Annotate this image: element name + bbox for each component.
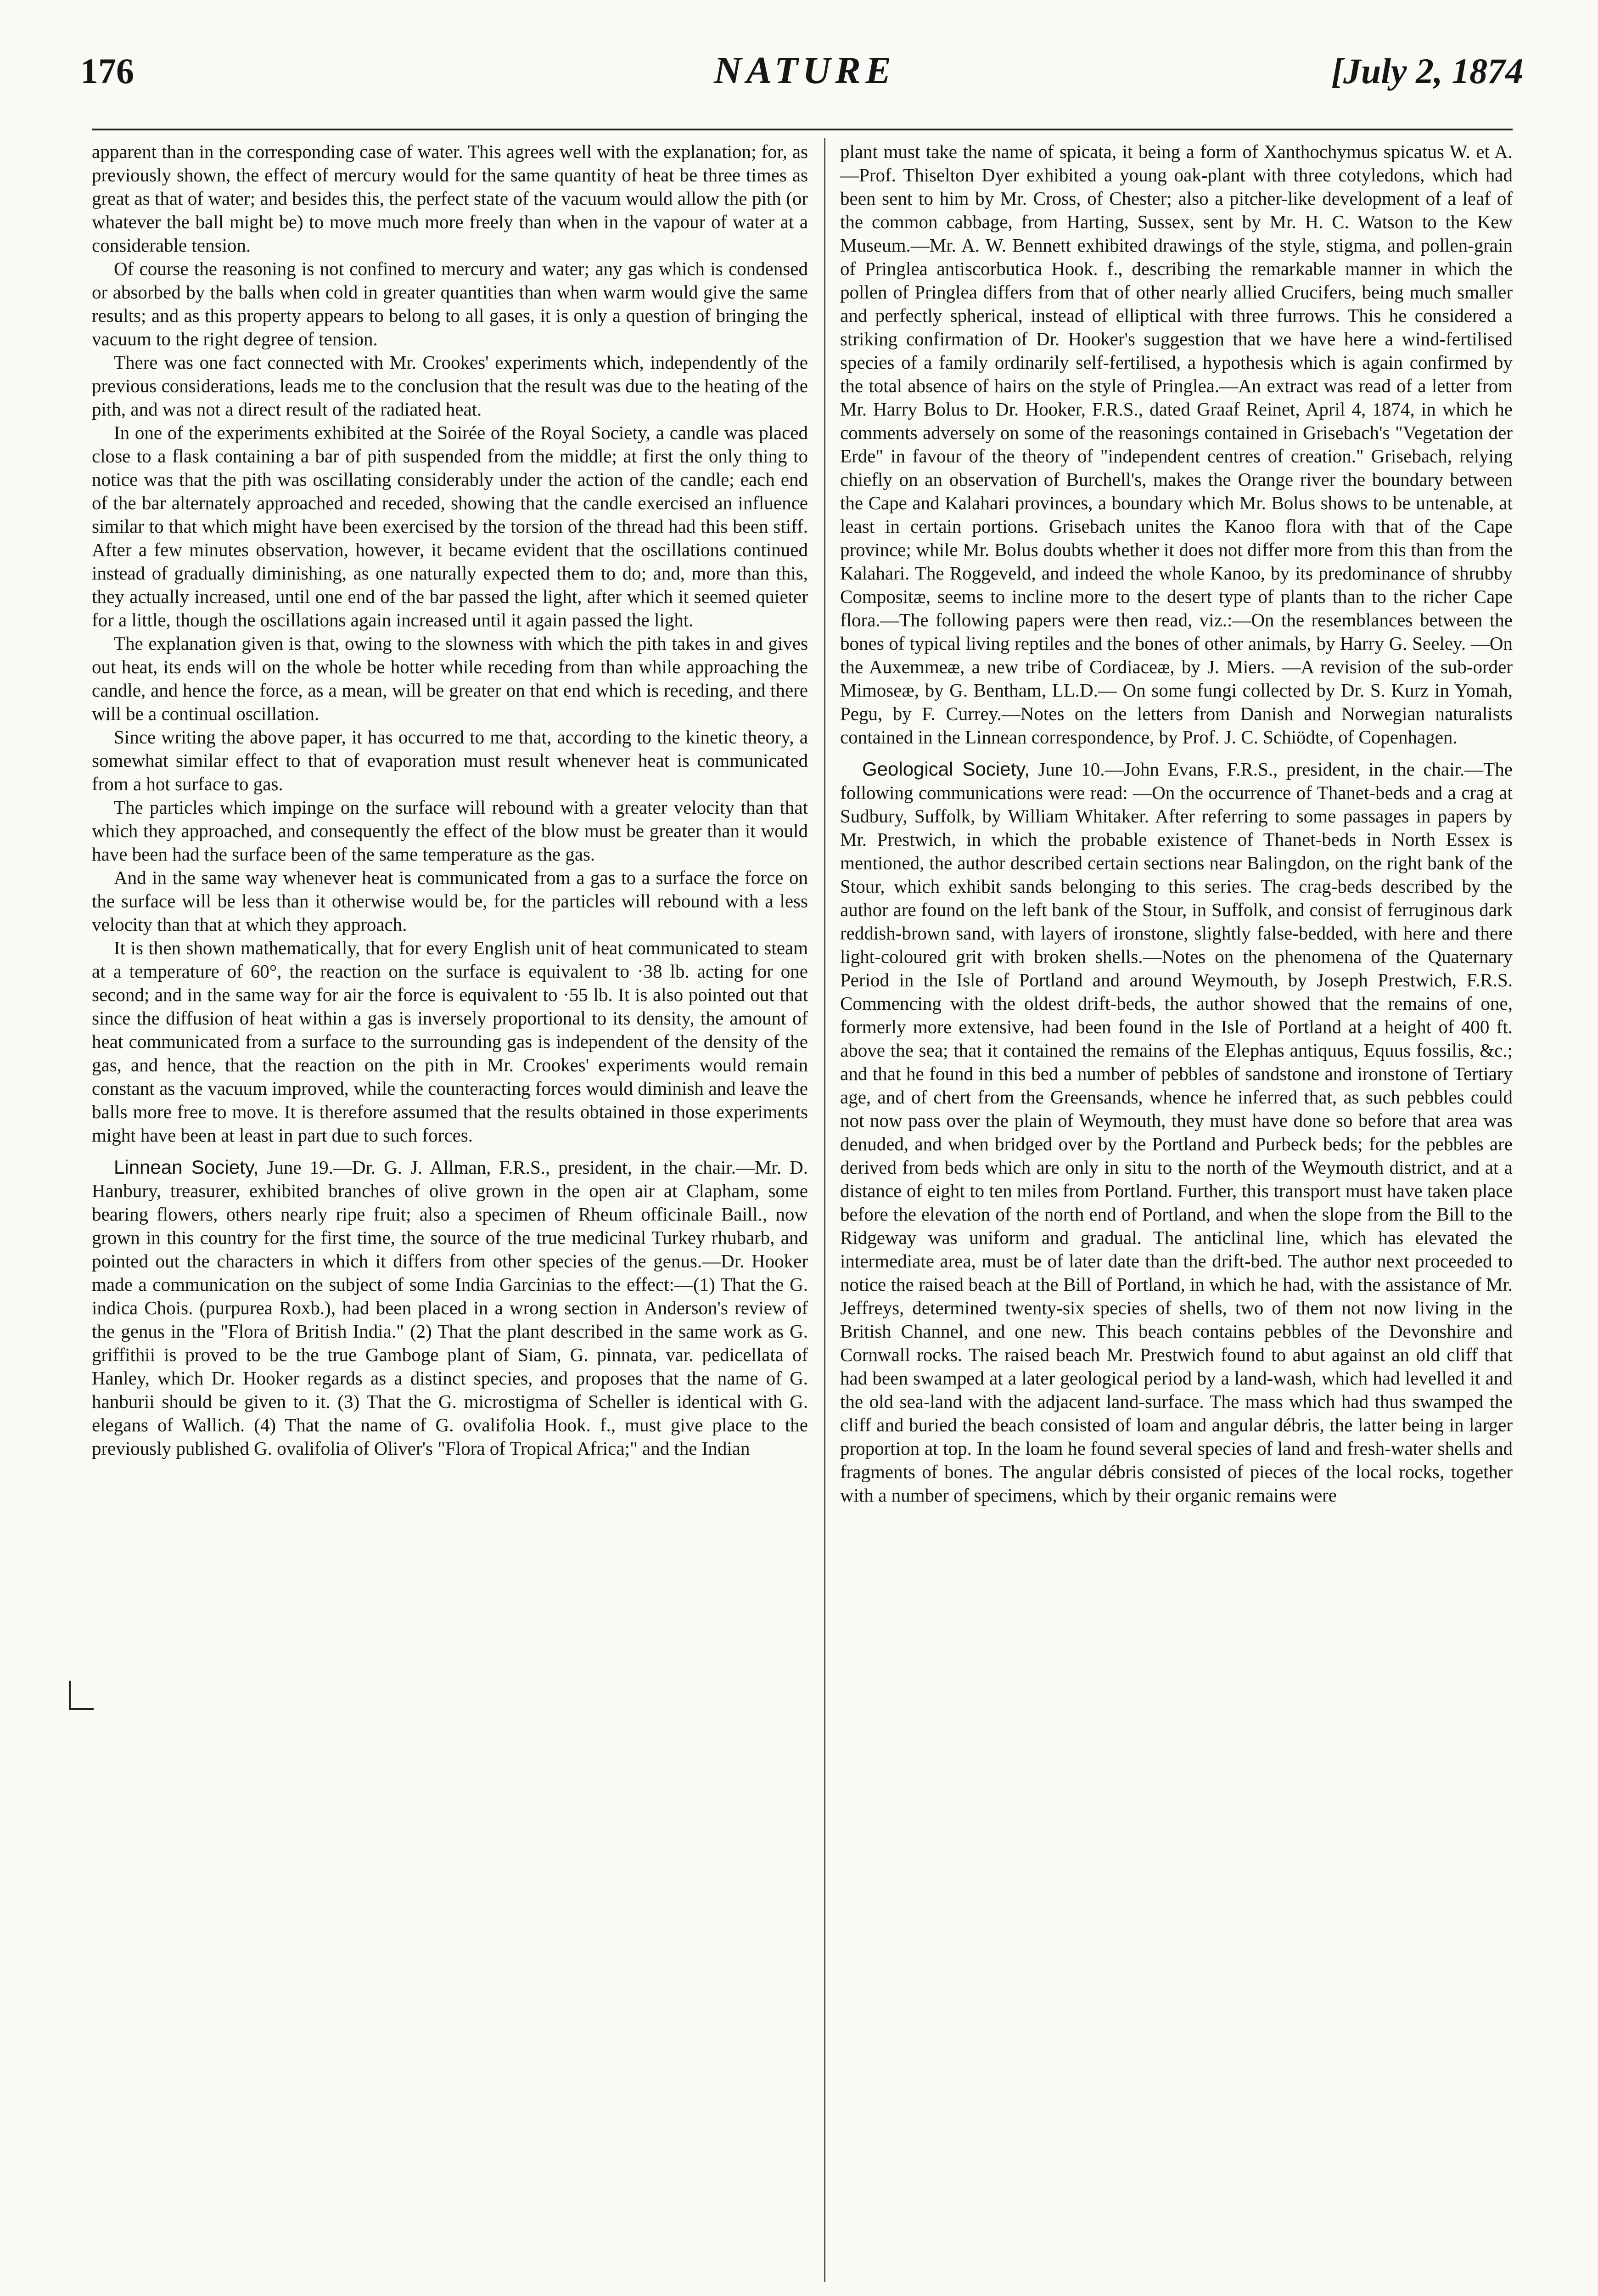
paragraph: In one of the experiments exhibited at the Soirée of the Royal Society, a candle was placed close to a flask containing a bar of pith suspended from the middle; at first the only thing to notice was that the pith was oscillating considerably under the action of the candle; each end of the bar alternately approached and receded, showing that the candle exercised an influence similar to that which might have been exercised by the torsion of the thread had this been stiff. After a few minutes observation, however, it became evident that the oscillations continued instead of gradually diminishing, as one naturally expected them to do; and, more than this, they actually increased, until one end of the bar passed the light, after which it seemed quieter for a little, though the oscillations again increased until it again passed the light. xyxy=(92,422,808,630)
header-rule xyxy=(92,129,1513,130)
paragraph: The explanation given is that, owing to the slowness with which the pith takes in and gives out heat, its ends will on the whole be hotter while receding from than while approaching the candle, and hence the force, as a mean, will be greater on that end which is receding, and there will be a continual oscillation. xyxy=(92,633,808,724)
paragraph: There was one fact connected with Mr. Crookes' experiments which, independently of the previous considerations, leads me to the conclusion that the result was due to the heating of the pith, and was not a direct result of the radiated heat. xyxy=(92,352,808,420)
society-heading: Linnean Society, xyxy=(114,1156,259,1178)
paragraph: plant must take the name of spicata, it being a form of Xanthochymus spicatus W. et A.—Prof. Thiselton Dyer exhibited a young oak-plant with three cotyledons, which had been sent to him by Mr. Cross, of Chester; also a pitcher-like development of a leaf of the common cabbage, from Harting, Sussex, sent by Mr. H. C. Watson to the Kew Museum.—Mr. A. W. Bennett exhibited drawings of the style, stigma, and pollen-grain of Pringlea antiscorbutica Hook. f., describing the remarkable manner in which the pollen of Pringlea differs from that of other nearly allied Crucifers, being much smaller and perfectly spherical, instead of elliptical with three furrows. This he considered a striking confirmation of Dr. Hooker's suggestion that we have here a wind-fertilised species of a family ordinarily self-fertilised, a hypothesis which is again confirmed by the total absence of hairs on the style of Pringlea.—An extract was read of a letter from Mr. Harry Bolus to Dr. Hooker, F.R.S., dated Graaf Reinet, April 4, 1874, in which he comments adversely on some of the reasonings contained in Grisebach's "Vegetation der Erde" in favour of the theory of "independent centres of creation." Grisebach, relying chiefly on an observation of Burchell's, makes the Orange river the boundary between the Cape and Kalahari provinces, a boundary which Mr. Bolus shows to be untenable, at least in certain portions. Grisebach unites the Kanoo flora with that of the Cape province; while Mr. Bolus doubts whether it does not differ more from this than from the Kalahari. The Roggeveld, and indeed the whole Kanoo, by its predominance of shrubby Compositæ, seems to incline more to the desert type of plants than to the richer Cape flora.—The following papers were then read, viz.:—On the resemblances between the bones of typical living reptiles and the bones of other animals, by Harry G. Seeley. —On the Auxemmeæ, a new tribe of Cordiaceæ, by J. Miers. —A revision of the sub-order Mimoseæ, by G. Bentham, LL.D.— On some fungi collected by Dr. S. Kurz in Yomah, Pegu, by F. Currey.—Notes on the letters from Danish and Norwegian naturalists contained in the Linnean correspondence, by Prof. J. C. Schiödte, of Copenhagen. xyxy=(840,141,1513,748)
journal-title: NATURE xyxy=(714,49,896,92)
paragraph: It is then shown mathematically, that for every English unit of heat communicated to steam at a temperature of 60°, the reaction on the surface is equivalent to ·38 lb. acting for one second; and in the same way for air the force is equivalent to ·55 lb. It is also pointed out that since the diffusion of heat within a gas is inversely proportional to its density, the amount of heat communicated from a surface to the surrounding gas is independent of the density of the gas, and hence, that the reaction on the pith in Mr. Crookes' experiments would remain constant as the vacuum improved, while the counteracting forces would diminish and leave the balls more free to move. It is therefore assumed that the results obtained in those experiments might have been at least in part due to such forces. xyxy=(92,937,808,1146)
issue-date: [July 2, 1874 xyxy=(1331,51,1524,91)
society-heading: Geological Society, xyxy=(862,758,1030,780)
society-report-body: June 10.—John Evans, F.R.S., president, in the chair.—The following communications were read: —On the occurrence of Thanet-beds and a crag at Sudbury, Suffolk, by William Whitaker. After referring to some passages in papers by Mr. Prestwich, in which the probable existence of Thanet-beds in North Essex is mentioned, the author described certain sections near Balingdon, on the right bank of the Stour, which exhibit sands belonging to this series. The crag-beds described by the author are found on the left bank of the Stour, in Suffolk, and consist of ferruginous dark reddish-brown sand, with layers of ironstone, slightly false-bedded, with here and there light-coloured grit with broken shells.—Notes on the phenomena of the Quaternary Period in the Isle of Portland and around Weymouth, by Joseph Prestwich, F.R.S. Commencing with the oldest drift-beds, the author showed that the remains of one, formerly more extensive, had been found in the Isle of Portland at a height of 400 ft. above the sea; that it contained the remains of the Elephas antiquus, Equus fossilis, &c.; and that he found in this bed a number of pebbles of sandstone and ironstone of Tertiary age, and of chert from the Greensands, whence he inferred that, as such pebbles could not now pass over the plain of Weymouth, they must have done so before that area was denuded, and when bridged over by the Portland and Purbeck beds; for the pebbles are derived from beds which are only in situ to the north of the Weymouth district, and at a distance of eight to ten miles from Portland. Further, this transport must have taken place before the elevation of the north end of Portland, and when the slope from the Bill to the Ridgeway was uniform and gradual. The anticlinal line, which has elevated the intermediate area, must be of later date than the drift-bed. The author next proceeded to notice the raised beach at the Bill of Portland, in which he had, with the assistance of Mr. Jeffreys, determined twenty-six species of shells, two of them not now living in the British Channel, and one new. This beach contains pebbles of the Devonshire and Cornwall rocks. The raised beach Mr. Prestwich found to abut against an old cliff that had been swamped at a later geological period by a land-wash, which had levelled it and the old sea-land with the adjacent land-surface. The mass which had thus swamped the cliff and buried the beach consisted of loam and angular débris, the latter being in larger proportion at top. In the loam he found several species of land and fresh-water shells and fragments of bones. The angular débris consisted of pieces of the local rocks, together with a number of specimens, which by their organic remains were xyxy=(840,759,1513,1506)
paragraph: apparent than in the corresponding case of water. This agrees well with the explanation; for, as previously shown, the effect of mercury would for the same quantity of heat be three times as great as that of water; and besides this, the perfect state of the vacuum would allow the pith (or whatever the ball might be) to move much more freely than when in the vapour of water at a considerable tension. xyxy=(92,141,808,256)
paragraph: And in the same way whenever heat is communicated from a gas to a surface the force on the surface will be less than it otherwise would be, for the particles will rebound with a less velocity than that at which they approach. xyxy=(92,867,808,935)
society-report-body: June 19.—Dr. G. J. Allman, F.R.S., president, in the chair.—Mr. D. Hanbury, treasurer, exhibited branches of olive grown in the open air at Clapham, some bearing flowers, others nearly ripe fruit; also a specimen of Rheum officinale Baill., now grown in this country for the first time, the source of the true medicinal Turkey rhubarb, and pointed out the characters in which it differs from other species of the genus.—Dr. Hooker made a communication on the subject of some India Garcinias to the effect:—(1) That the G. indica Chois. (purpurea Roxb.), had been placed in a wrong section in Anderson's review of the genus in the "Flora of British India." (2) That the plant described in the same work as G. griffithii is proved to be the true Gamboge plant of Siam, G. pinnata, var. pedicellata of Hanley, which Dr. Hooker regards as a distinct species, and proposes that the name of G. hanburii should be given to it. (3) That the G. microstigma of Scheller is identical with G. elegans of Wallich. (4) That the name of G. ovalifolia Hook. f., must give place to the previously published G. ovalifolia of Oliver's "Flora of Tropical Africa;" and the Indian xyxy=(92,1157,808,1459)
society-report xyxy=(92,1155,808,1460)
column-divider xyxy=(824,138,825,2282)
paragraph: The particles which impinge on the surface will rebound with a greater velocity than that which they approached, and consequently the effect of the blow must be greater than it would have been had the surface been of the same temperature as the gas. xyxy=(92,797,808,865)
right-column xyxy=(840,140,1513,1507)
paragraph: Of course the reasoning is not confined to mercury and water; any gas which is condensed or absorbed by the balls when cold in greater quantities than when warm would give the same results; and as this property appears to belong to all gases, it is only a question of bringing the vacuum to the right degree of tension. xyxy=(92,258,808,349)
margin-mark xyxy=(69,1681,94,1710)
paragraph: Since writing the above paper, it has occurred to me that, according to the kinetic theory, a somewhat similar effect to that of evaporation must result whenever heat is communicated from a hot surface to gas. xyxy=(92,726,808,794)
left-column xyxy=(92,140,808,1460)
page-number: 176 xyxy=(80,51,134,91)
society-report xyxy=(840,757,1513,1507)
